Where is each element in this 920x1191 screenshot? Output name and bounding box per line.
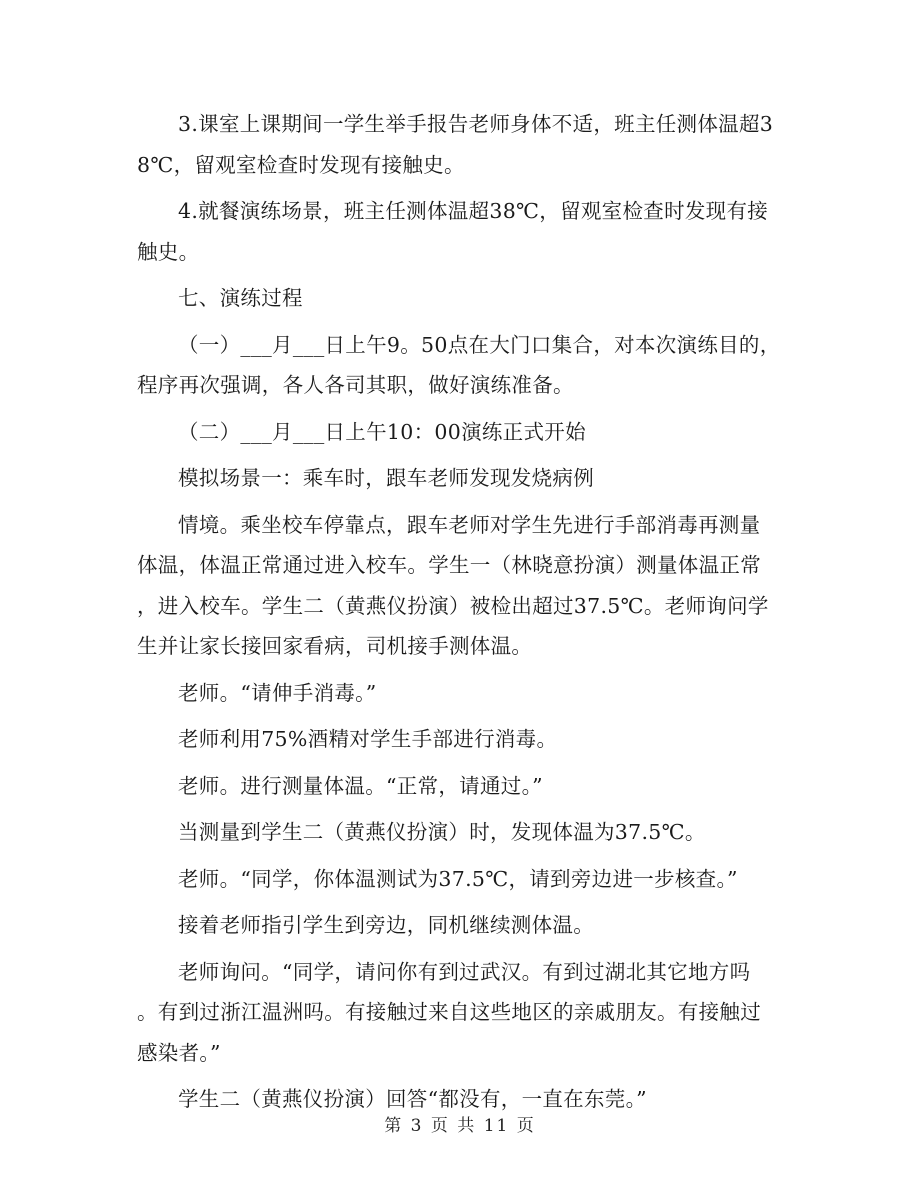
text-line: （二）___月___日上午10：00演练正式开始 xyxy=(178,419,586,444)
text-line: 老师。“同学，你体温测试为37.5℃，请到旁边进一步核查。” xyxy=(178,866,738,891)
text-line: ，进入校车。学生二（黄燕仪扮演）被检出超过37.5℃。老师询问学 xyxy=(137,593,769,618)
paragraph-dialogue xyxy=(137,766,785,807)
text-line: 老师。“请伸手消毒。” xyxy=(178,680,377,705)
paragraph-dialogue xyxy=(137,859,785,900)
paragraph-step-1 xyxy=(137,325,785,406)
text-line: 触史。 xyxy=(137,239,200,264)
paragraph-simulation-title xyxy=(137,458,785,499)
text-line: 程序再次强调，各人各司其职，做好演练准备。 xyxy=(137,373,574,397)
text-line: 接着老师指引学生到旁边，同机继续测体温。 xyxy=(178,913,594,937)
text-line: 情境。乘坐校车停靠点，跟车老师对学生先进行手部消毒再测量 xyxy=(178,512,761,537)
section-heading-drill-process xyxy=(137,278,785,319)
text-line: 学生二（黄燕仪扮演）回答“都没有，一直在东莞。” xyxy=(178,1087,647,1111)
page-number-footer: 第 3 页 共 11 页 xyxy=(384,1116,536,1136)
paragraph-situation xyxy=(137,505,785,667)
text-line: 3.课室上课期间一学生举手报告老师身体不适，班主任测体温超3 xyxy=(178,112,774,136)
text-line: 当测量到学生二（黄燕仪扮演）时，发现体温为37.5℃。 xyxy=(178,820,706,844)
paragraph-dialogue xyxy=(137,905,785,946)
text-line: 七、演练过程 xyxy=(178,286,303,310)
text-line: 生并让家长接回家看病，司机接手测体温。 xyxy=(137,634,533,658)
paragraph-dialogue xyxy=(137,952,785,1074)
text-line: 感染者。” xyxy=(137,1040,221,1065)
text-line: 4.就餐演练场景，班主任测体温超38℃，留观室检查时发现有接 xyxy=(178,199,769,223)
text-line: 老师利用75%酒精对学生手部进行消毒。 xyxy=(178,727,558,751)
paragraph-scenario-4 xyxy=(137,191,785,272)
paragraph-dialogue xyxy=(137,719,785,760)
document-body xyxy=(137,104,785,1120)
paragraph-scenario-3 xyxy=(137,104,785,185)
text-line: 。有到过浙江温洲吗。有接触过来自这些地区的亲戚朋友。有接触过 xyxy=(137,1000,761,1024)
text-line: 老师询问。“同学，请问你有到过武汉。有到过湖北其它地方吗 xyxy=(178,959,751,984)
paragraph-dialogue xyxy=(137,673,785,714)
text-line: 老师。进行测量体温。“正常，请通过。” xyxy=(178,773,543,798)
paragraph-dialogue xyxy=(137,812,785,853)
text-line: 体温，体温正常通过进入校车。学生一（林晓意扮演）测量体温正常 xyxy=(137,553,761,577)
paragraph-step-2 xyxy=(137,412,785,453)
text-line: （一）___月___日上午9。50点在大门口集合，对本次演练目的， xyxy=(178,332,781,357)
text-line: 8℃，留观室检查时发现有接触史。 xyxy=(137,152,465,177)
text-line: 模拟场景一：乘车时，跟车老师发现发烧病例 xyxy=(178,466,594,490)
